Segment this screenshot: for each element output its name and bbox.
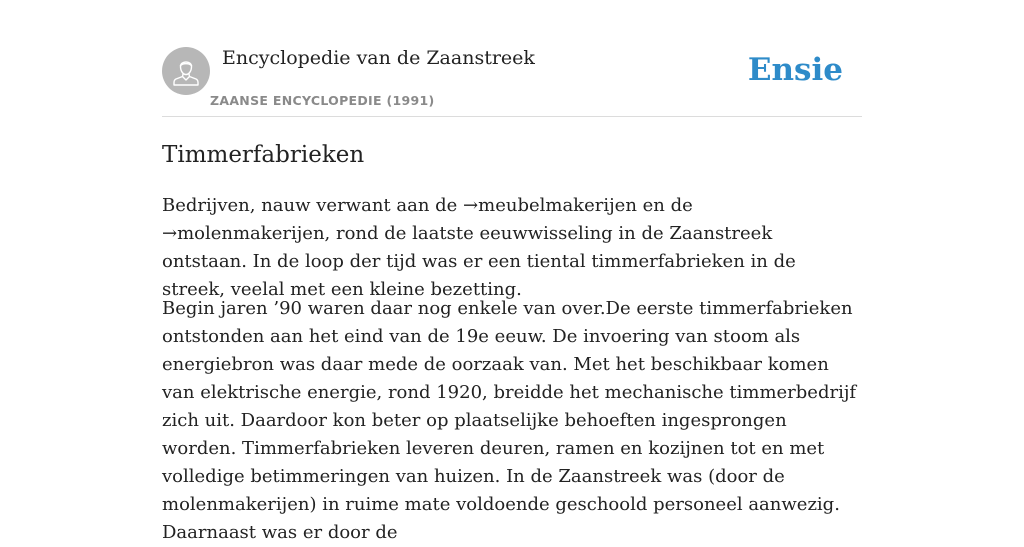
paragraph-text: en de [636, 195, 693, 216]
source-subtitle: ZAANSE ENCYCLOPEDIE (1991) [210, 93, 435, 108]
paragraph-text: , rond de laatste eeuwwisseling in de Zaanstreek ontstaan. In de loop der tijd was er een tiental timmerfabrieken in de streek, veelal met een kleine bezetting. [162, 223, 796, 300]
article-paragraph-2: Begin jaren ’90 waren daar nog enkele van over.De eerste timmerfabrieken ontstonden aan het eind van de 19e eeuw. De invoering van stoom als energiebron was daar mede de oorzaak van. Met het beschikbaar komen van elektrische energie, rond 1920, breidde het mechanische timmerbedrijf zich uit. Daardoor kon beter op plaatselijke behoeften ingesprongen worden. Timmerfabrieken leveren deuren, ramen en kozijnen tot en met volledige betimmeringen van huizen. In de Zaanstreek was (door de molenmakerijen) in ruime mate voldoende geschoold personeel aanwezig. Daarnaast was er door de [162, 298, 857, 543]
article-title: Timmerfabrieken [162, 142, 365, 168]
meubelmakerijen-link[interactable]: →meubelmakerijen [463, 195, 637, 216]
avatar[interactable] [162, 47, 210, 95]
source-title[interactable]: Encyclopedie van de Zaanstreek [222, 47, 535, 69]
article-paragraph-1 [162, 192, 862, 304]
paragraph-text: Bedrijven, nauw verwant aan de [162, 195, 464, 216]
source-header [162, 44, 862, 117]
molenmakerijen-link[interactable]: →molenmakerijen [162, 223, 325, 244]
brand-logo[interactable]: Ensie [747, 52, 843, 88]
user-silhouette-icon [162, 47, 210, 95]
